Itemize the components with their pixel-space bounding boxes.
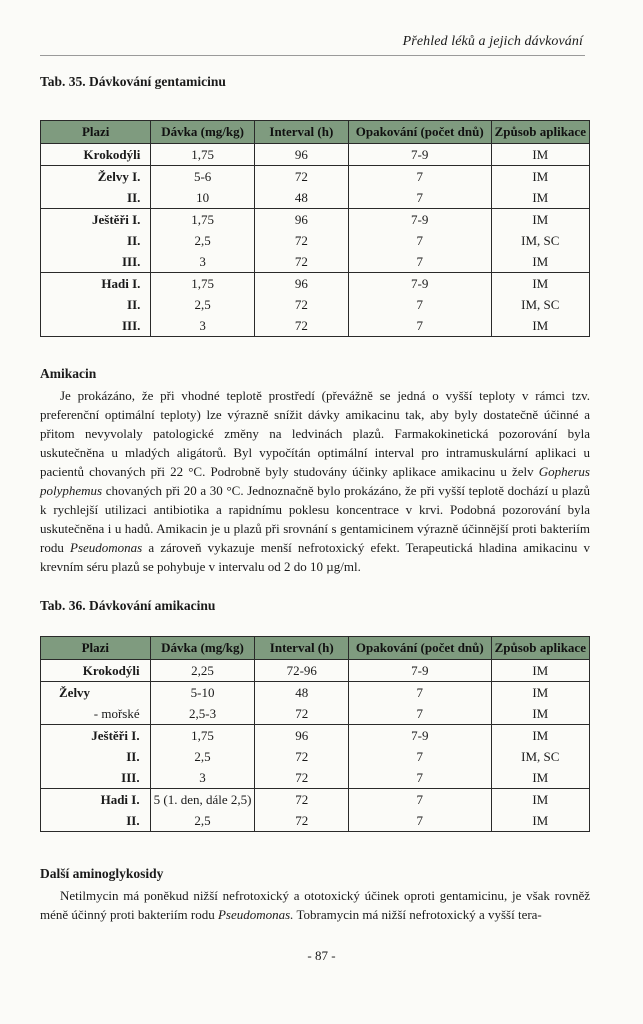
cell-species: II. bbox=[41, 294, 151, 315]
table-row bbox=[41, 294, 590, 315]
cell-repeat: 7 bbox=[349, 810, 492, 832]
cell-interval: 72-96 bbox=[255, 660, 349, 682]
cell-repeat: 7 bbox=[349, 767, 492, 789]
table-row bbox=[41, 767, 590, 789]
text-run: Netilmycin má poněkud nižší nefrotoxický a ototoxický účinek oproti gentamicinu, je však rovněž méně účinný proti bakteriím rodu bbox=[40, 888, 590, 922]
cell-route: IM bbox=[491, 767, 589, 789]
cell-repeat: 7 bbox=[348, 315, 491, 337]
table-row bbox=[41, 810, 590, 832]
cell-interval: 72 bbox=[254, 294, 348, 315]
cell-species: Ještěři I. bbox=[41, 725, 151, 747]
cell-species: II. bbox=[41, 230, 151, 251]
col-header-repeat: Opakování (počet dnů) bbox=[349, 637, 492, 660]
cell-interval: 96 bbox=[254, 273, 348, 295]
header-rule bbox=[40, 55, 585, 56]
cell-species: Hadi I. bbox=[41, 273, 151, 295]
page-number: - 87 - bbox=[307, 948, 336, 963]
table-row bbox=[41, 315, 590, 337]
cell-repeat: 7 bbox=[349, 682, 492, 704]
paragraph-amikacin bbox=[40, 386, 590, 576]
cell-dose: 2,5 bbox=[150, 810, 255, 832]
cell-repeat: 7-9 bbox=[349, 725, 492, 747]
cell-species: - mořské bbox=[41, 703, 151, 725]
cell-route: IM bbox=[491, 315, 589, 337]
table-caption-amikacin: Tab. 36. Dávkování amikacinu bbox=[40, 598, 216, 613]
cell-dose: 2,5 bbox=[150, 746, 255, 767]
cell-species: II. bbox=[41, 810, 151, 832]
table-row bbox=[41, 703, 590, 725]
cell-species: III. bbox=[41, 251, 151, 273]
table-row bbox=[41, 209, 590, 231]
cell-dose: 5-6 bbox=[151, 166, 254, 188]
cell-repeat: 7-9 bbox=[348, 273, 491, 295]
text-run: chovaných při 20 a 30 °C. Jednoznačně bylo prokázáno, že při vyšší teplotě dochází u plazů k rychlejší utilizaci antibiotika a rapidnímu poklesu koncentrace v krvi. Podobná pozorování byla uskutečněna i u hadů. Amikacin je u plazů při srovnání s gentamicinem výrazně účinnější proti bakteriím rodu bbox=[40, 483, 590, 555]
cell-repeat: 7 bbox=[348, 187, 491, 209]
cell-dose: 3 bbox=[151, 251, 254, 273]
table-row bbox=[41, 251, 590, 273]
cell-dose: 2,5-3 bbox=[150, 703, 255, 725]
cell-route: IM bbox=[491, 703, 589, 725]
cell-species: Krokodýli bbox=[41, 144, 151, 166]
cell-species: Želvy I. bbox=[41, 166, 151, 188]
cell-interval: 72 bbox=[254, 230, 348, 251]
cell-route: IM, SC bbox=[491, 230, 589, 251]
table-row bbox=[41, 789, 590, 811]
col-header-species: Plazi bbox=[41, 121, 151, 144]
cell-repeat: 7 bbox=[348, 251, 491, 273]
cell-dose: 1,75 bbox=[151, 144, 254, 166]
cell-species: II. bbox=[41, 746, 151, 767]
table-amikacin-dosage bbox=[40, 636, 590, 832]
cell-repeat: 7 bbox=[349, 789, 492, 811]
cell-interval: 72 bbox=[255, 767, 349, 789]
cell-repeat: 7-9 bbox=[349, 660, 492, 682]
cell-repeat: 7-9 bbox=[348, 144, 491, 166]
cell-species: Krokodýli bbox=[41, 660, 151, 682]
col-header-species: Plazi bbox=[41, 637, 151, 660]
cell-interval: 72 bbox=[255, 746, 349, 767]
cell-dose: 5-10 bbox=[150, 682, 255, 704]
running-header: Přehled léků a jejich dávkování bbox=[402, 34, 583, 49]
cell-interval: 96 bbox=[254, 144, 348, 166]
table-row bbox=[41, 746, 590, 767]
cell-species: Ještěři I. bbox=[41, 209, 151, 231]
cell-repeat: 7-9 bbox=[348, 209, 491, 231]
cell-dose: 1,75 bbox=[151, 273, 254, 295]
cell-route: IM bbox=[491, 144, 589, 166]
cell-repeat: 7 bbox=[349, 703, 492, 725]
italic-run: Pseudomonas bbox=[70, 540, 143, 555]
cell-route: IM, SC bbox=[491, 294, 589, 315]
col-header-route: Způsob aplikace bbox=[491, 121, 589, 144]
cell-repeat: 7 bbox=[348, 230, 491, 251]
table-caption-gentamicin: Tab. 35. Dávkování gentamicinu bbox=[40, 74, 226, 89]
table-row bbox=[41, 273, 590, 295]
text-run: Je prokázáno, že při vhodné teplotě prostředí (převážně se jedná o vyšší teploty v rámci tzv. preferenční optimální teploty) lze výrazně snížit dávky amikacinu tak, aby byly dostatečně účinné a přitom nevyvolaly patologické změny na ledvinách plazů. Farmakokinetická pozorování byla uskutečněna u mladých aligátorů. Byl vypočítán optimální interval pro intramuskulární aplikaci u pacientů chovaných při 22 °C. Podrobně byly studovány účinky aplikace amikacinu u želv bbox=[40, 388, 590, 479]
table-row bbox=[41, 660, 590, 682]
cell-interval: 72 bbox=[254, 166, 348, 188]
cell-route: IM bbox=[491, 810, 589, 832]
cell-dose: 2,25 bbox=[150, 660, 255, 682]
col-header-dose: Dávka (mg/kg) bbox=[150, 637, 255, 660]
cell-route: IM, SC bbox=[491, 746, 589, 767]
cell-interval: 48 bbox=[255, 682, 349, 704]
cell-interval: 72 bbox=[255, 810, 349, 832]
table-header-row bbox=[41, 637, 590, 660]
cell-species: II. bbox=[41, 187, 151, 209]
cell-repeat: 7 bbox=[349, 746, 492, 767]
col-header-dose: Dávka (mg/kg) bbox=[151, 121, 254, 144]
table-row bbox=[41, 682, 590, 704]
cell-route: IM bbox=[491, 660, 589, 682]
cell-interval: 72 bbox=[255, 789, 349, 811]
cell-repeat: 7 bbox=[348, 294, 491, 315]
cell-interval: 96 bbox=[254, 209, 348, 231]
cell-interval: 72 bbox=[254, 315, 348, 337]
cell-dose: 2,5 bbox=[151, 230, 254, 251]
section-title-other-aminoglycosides: Další aminoglykosidy bbox=[40, 866, 164, 881]
paragraph-other-aminoglycosides bbox=[40, 886, 590, 924]
col-header-route: Způsob aplikace bbox=[491, 637, 589, 660]
cell-route: IM bbox=[491, 251, 589, 273]
table-gentamicin-dosage bbox=[40, 120, 590, 337]
table-row bbox=[41, 230, 590, 251]
cell-route: IM bbox=[491, 789, 589, 811]
table-row bbox=[41, 725, 590, 747]
cell-route: IM bbox=[491, 187, 589, 209]
italic-run: Pseudomonas. bbox=[217, 907, 294, 922]
cell-species: Hadi I. bbox=[41, 789, 151, 811]
table-row bbox=[41, 144, 590, 166]
col-header-interval: Interval (h) bbox=[254, 121, 348, 144]
cell-interval: 72 bbox=[255, 703, 349, 725]
cell-interval: 48 bbox=[254, 187, 348, 209]
cell-dose: 10 bbox=[151, 187, 254, 209]
cell-dose: 5 (1. den, dále 2,5) bbox=[150, 789, 255, 811]
cell-dose: 1,75 bbox=[150, 725, 255, 747]
section-title-amikacin: Amikacin bbox=[40, 366, 97, 381]
cell-species: Želvy bbox=[41, 682, 151, 704]
cell-species: III. bbox=[41, 315, 151, 337]
table-row bbox=[41, 166, 590, 188]
table-row bbox=[41, 187, 590, 209]
table-header-row bbox=[41, 121, 590, 144]
cell-dose: 3 bbox=[151, 315, 254, 337]
cell-repeat: 7 bbox=[348, 166, 491, 188]
cell-interval: 96 bbox=[255, 725, 349, 747]
cell-interval: 72 bbox=[254, 251, 348, 273]
italic-run: Gopherus polyphemus bbox=[40, 464, 590, 498]
text-run: a zároveň vykazuje menší nefrotoxický efekt. Terapeutická hladina amikacinu v krevním séru plazů se pohybuje v intervalu od 2 do 10 µg/ml. bbox=[40, 540, 590, 574]
cell-species: III. bbox=[41, 767, 151, 789]
col-header-interval: Interval (h) bbox=[255, 637, 349, 660]
cell-route: IM bbox=[491, 209, 589, 231]
cell-dose: 2,5 bbox=[151, 294, 254, 315]
col-header-repeat: Opakování (počet dnů) bbox=[348, 121, 491, 144]
cell-dose: 3 bbox=[150, 767, 255, 789]
cell-route: IM bbox=[491, 273, 589, 295]
cell-route: IM bbox=[491, 725, 589, 747]
cell-route: IM bbox=[491, 166, 589, 188]
cell-dose: 1,75 bbox=[151, 209, 254, 231]
cell-route: IM bbox=[491, 682, 589, 704]
text-run: Tobramycin má nižší nefrotoxický a vyšší tera- bbox=[293, 907, 542, 922]
